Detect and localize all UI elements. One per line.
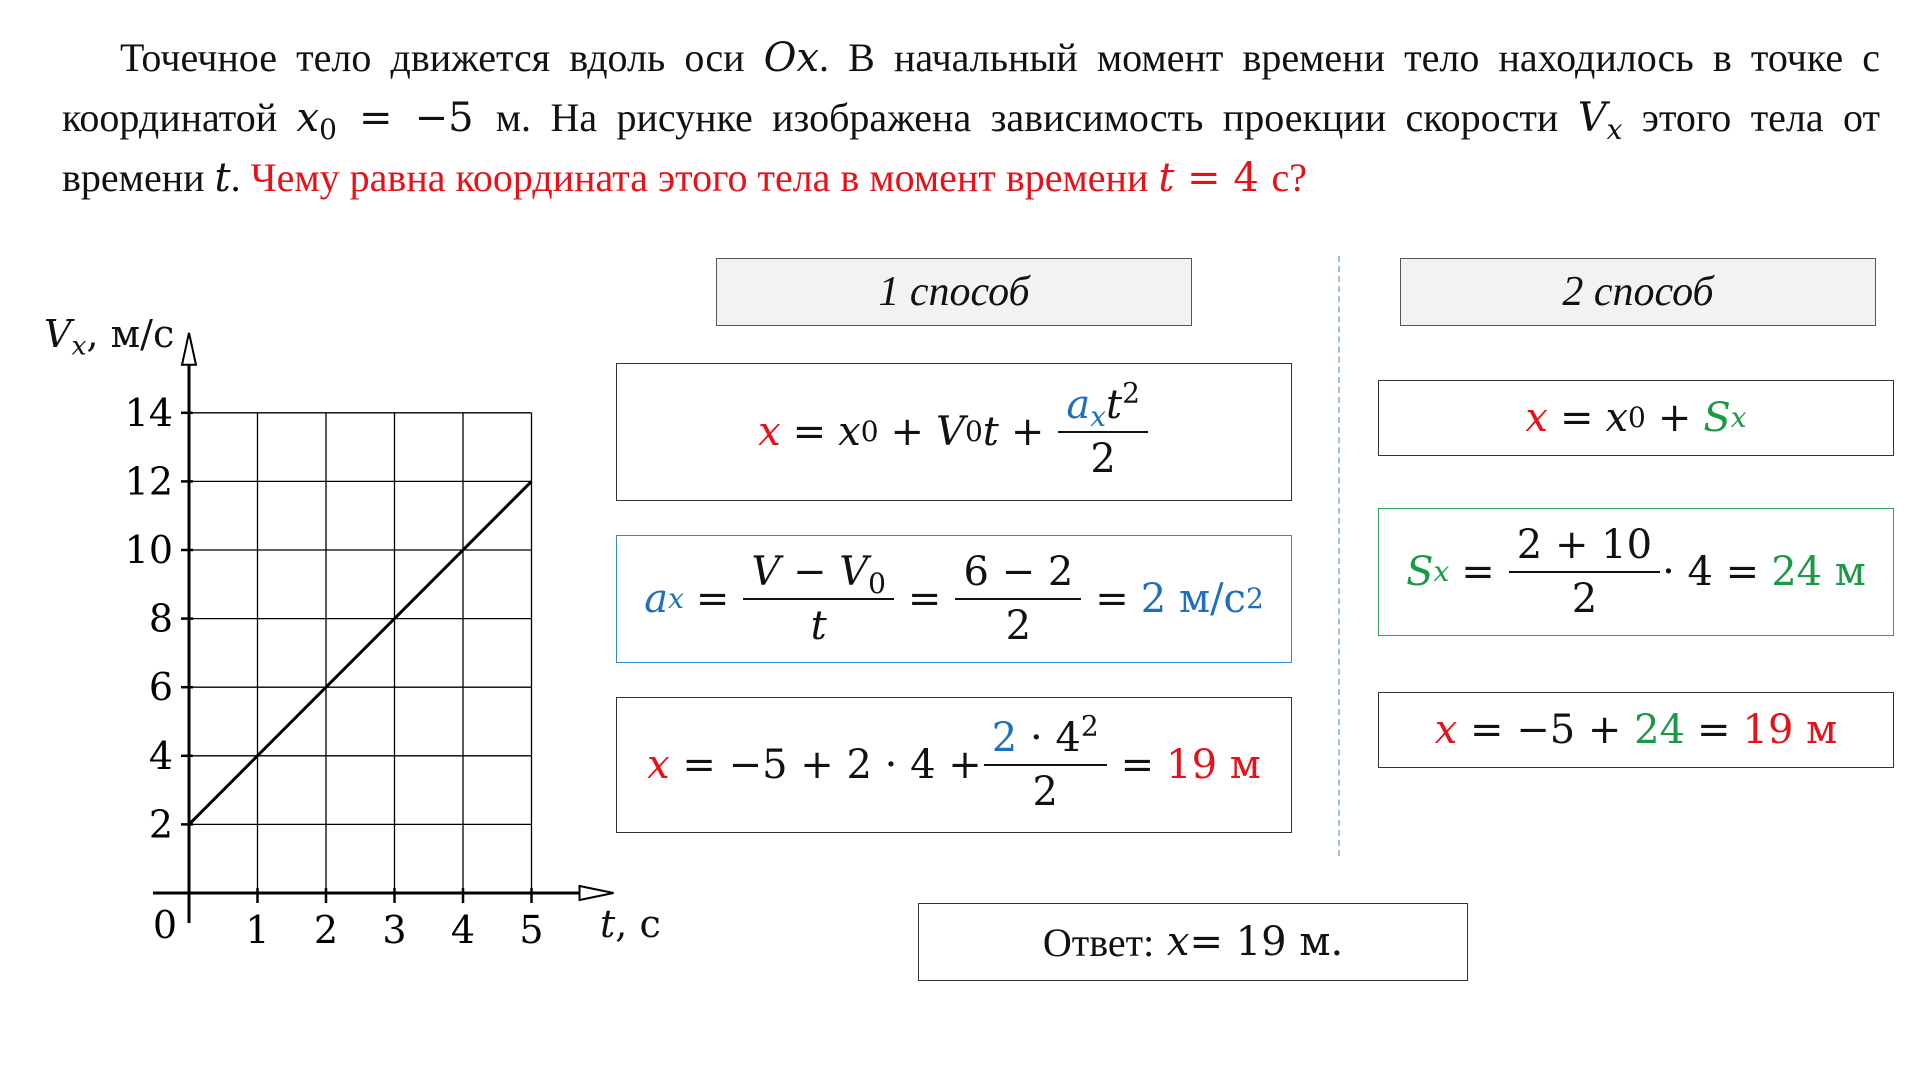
numerator-rest: · 4	[1017, 715, 1081, 761]
displacement-result: 24 м	[1771, 549, 1866, 595]
method-divider	[1338, 256, 1340, 856]
accel-unit: м/с	[1178, 576, 1246, 622]
plus-sign: +	[890, 409, 925, 455]
formula-x: x	[758, 409, 781, 455]
plus-sign: +	[1657, 395, 1692, 441]
problem-text-5: .	[230, 155, 251, 200]
equals-sign: =	[1559, 395, 1594, 441]
x-tick-label: 1	[245, 908, 270, 952]
method-1-title: 1 способ	[878, 269, 1030, 315]
y-tick-label: 4	[148, 733, 173, 778]
denominator: 2	[1058, 431, 1148, 481]
equals-sign: =	[1120, 742, 1155, 788]
x-tick-label: 4	[450, 908, 476, 952]
time-symbol: t	[1106, 382, 1123, 428]
y-axis-arrow	[182, 333, 196, 365]
x0-subscript: 0	[319, 112, 337, 146]
x0-symbol: x	[296, 95, 320, 141]
denominator: 2	[1509, 571, 1660, 621]
accel-sub: x	[1090, 399, 1107, 433]
formula-coordinate-general: x = x 0 + V 0 t + $\frac{a_xt^2}{2}$	[616, 363, 1292, 501]
expression: = −5 +	[1469, 707, 1622, 753]
formula-x0: x	[838, 409, 861, 455]
fraction	[1062, 376, 1144, 482]
y-tick-label: 12	[124, 459, 173, 504]
method-2-title: 2 способ	[1562, 269, 1714, 315]
plus-sign: +	[1010, 409, 1045, 455]
formula-displacement: S x = $\frac{2 + 10}{2}$ · 4 = 24 м	[1378, 508, 1894, 636]
x-axis-unit: , с	[615, 902, 661, 946]
accel-symbol: a	[1066, 382, 1091, 428]
coordinate-result: 19 м	[1166, 742, 1261, 788]
velocity-symbol: V	[1577, 95, 1607, 141]
axis-symbol: Ox	[763, 35, 820, 81]
question-unit: с?	[1271, 155, 1308, 200]
numerator: V − V	[751, 549, 869, 595]
y-tick-label: 10	[124, 528, 173, 572]
displacement-value: 24	[1634, 707, 1686, 753]
time-symbol: t	[214, 155, 231, 201]
question-text: Чему равна координата этого тела в момент времени	[250, 155, 1159, 200]
x-axis-arrow	[580, 886, 614, 900]
formula-x0: x	[1605, 395, 1629, 441]
formula-coordinate-final	[1378, 692, 1894, 768]
origin-label: 0	[152, 903, 177, 947]
problem-text-4: этого тела от времени	[62, 95, 1881, 200]
y-tick-label: 8	[148, 596, 173, 641]
equals-sign: =	[1461, 549, 1495, 595]
y-tick-label: 14	[124, 390, 173, 435]
formula-x: x	[1525, 395, 1548, 441]
formula-t: t	[982, 409, 999, 455]
method-2-header	[1400, 258, 1876, 326]
x0-unit: м	[495, 95, 522, 140]
formula-acceleration: a x = $\frac{V - V_0}{t}$ = $\frac{6 - 2}{2}$ = 2 м/с 2	[616, 535, 1292, 663]
y-axis-subscript: x	[71, 330, 87, 362]
question-time-symbol: t	[1158, 155, 1175, 201]
y-axis-label	[44, 312, 175, 362]
exponent: 2	[1122, 376, 1140, 410]
fraction	[959, 550, 1077, 648]
equals-sign: =	[1095, 576, 1129, 622]
formula-v0: V	[936, 409, 965, 455]
y-axis-symbol: V	[44, 312, 72, 356]
answer-box	[918, 903, 1468, 981]
velocity-line	[189, 481, 532, 824]
velocity-subscript: x	[1606, 112, 1623, 146]
formula-coordinate-computed	[616, 697, 1292, 833]
y-tick-label: 6	[148, 665, 173, 710]
coordinate-result: 19 м	[1742, 707, 1838, 753]
fraction	[747, 550, 890, 648]
accel-symbol: a	[644, 576, 669, 622]
x0-value: = −5	[336, 95, 496, 141]
equals-sign: =	[907, 576, 942, 622]
accel-result: 2	[1140, 576, 1167, 622]
x-tick-label: 2	[313, 908, 339, 952]
formula-x: x	[1434, 707, 1458, 753]
problem-text-2: . В начальный момент времени тело находилось в точке с координатой	[62, 35, 1880, 140]
expression: = −5 + 2 · 4 +	[682, 742, 982, 788]
problem-text-3: . На рисунке изображена зависимость проекции скорости	[521, 95, 1578, 140]
exponent: 2	[1080, 709, 1099, 743]
formula-x: x	[647, 742, 670, 788]
displacement-symbol: S	[1406, 549, 1434, 595]
denominator: t	[743, 598, 894, 648]
x-axis-symbol: t	[600, 902, 616, 946]
problem-statement	[62, 28, 1880, 208]
formula-coordinate-displacement: x = x 0 + S x	[1378, 380, 1894, 456]
equals-sign: =	[695, 576, 730, 622]
x-axis-label	[600, 902, 661, 946]
question-time-value: = 4	[1174, 155, 1272, 201]
denominator: 2	[984, 764, 1107, 814]
method-1-header	[716, 258, 1192, 326]
x-tick-label: 5	[519, 908, 544, 952]
fraction	[1513, 523, 1656, 621]
denominator: 2	[955, 598, 1081, 648]
numerator: 6 − 2	[963, 549, 1074, 595]
numerator: 2 + 10	[1516, 522, 1653, 568]
accel-value: 2	[991, 715, 1018, 761]
problem-text-1: Точечное тело движется вдоль оси	[120, 35, 764, 80]
y-axis-unit: , м/с	[86, 312, 175, 356]
y-tick-label: 2	[148, 802, 173, 847]
multiply-expression: · 4 =	[1662, 549, 1760, 595]
answer-value: = 19 м.	[1189, 919, 1344, 965]
answer-symbol: x	[1166, 919, 1190, 965]
displacement-symbol: S	[1703, 395, 1731, 441]
x-tick-label: 3	[382, 908, 407, 952]
v0-sub: 0	[868, 566, 886, 600]
equals-sign: =	[792, 409, 827, 455]
velocity-time-graph	[0, 300, 680, 980]
answer-label: Ответ:	[1042, 919, 1155, 965]
equals-sign: =	[1697, 707, 1731, 753]
fraction	[988, 709, 1103, 815]
